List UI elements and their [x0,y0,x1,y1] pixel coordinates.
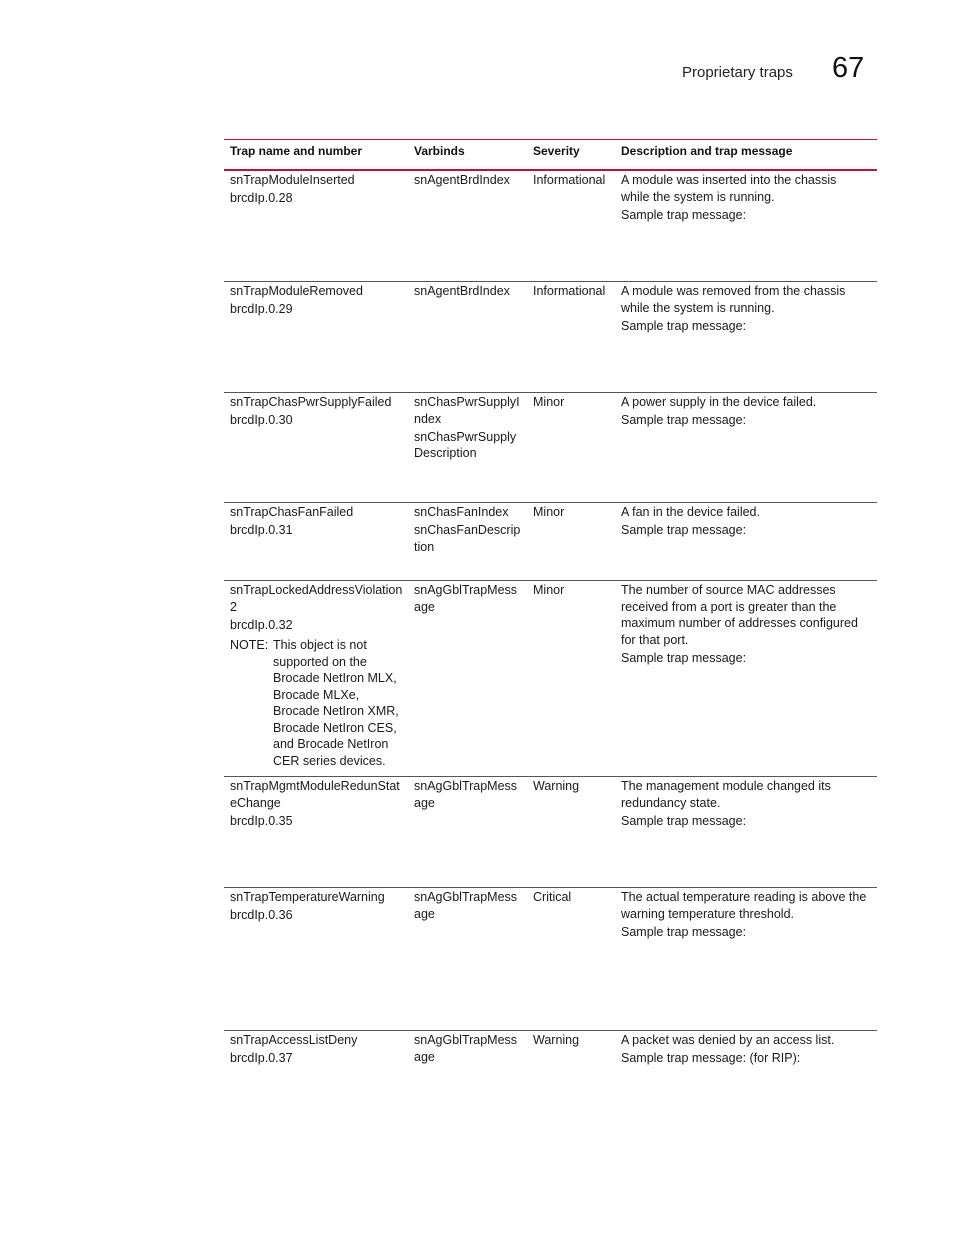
description-line: maximum number of addresses configured [621,616,858,630]
description-line: A power supply in the device failed. [621,395,817,409]
column-header-description: Description and trap message [621,144,793,158]
trap-number: brcdIp.0.32 [230,617,293,632]
description-line: A fan in the device failed. [621,505,760,519]
table-row [224,888,877,1031]
trap-name: 2 [230,599,237,614]
trap-name-cell [230,582,410,769]
column-header-severity: Severity [533,144,580,158]
severity-cell: Informational [533,173,606,187]
varbind: snAgentBrdIndex [414,284,510,298]
varbinds-cell [414,504,526,555]
trap-name-cell [230,1032,410,1067]
trap-name: snTrapLockedAddressViolation [230,583,403,597]
column-header-varbinds: Varbinds [414,144,465,158]
note-block [230,637,410,769]
table-row [224,1031,877,1091]
sample-trap-label: Sample trap message: [621,318,747,333]
note-line: Brocade MLXe, [273,687,360,702]
varbind: snChasFanDescrip [414,523,521,537]
description-line: warning temperature threshold. [621,906,795,921]
table-row [224,581,877,777]
varbind: snAgGblTrapMess [414,779,518,793]
sample-trap-label: Sample trap message: (for RIP): [621,1051,801,1065]
description-cell [621,1032,875,1067]
sample-trap-label: Sample trap message: [621,413,747,427]
varbind: snChasPwrSupply [414,429,517,444]
description-line: A module was inserted into the chassis [621,173,837,187]
varbind: snAgentBrdIndex [414,173,510,187]
trap-number: brcdIp.0.36 [230,908,293,922]
note-text [273,637,410,769]
varbinds-cell [414,172,526,189]
trap-name-cell [230,504,410,539]
varbinds-cell [414,394,526,462]
varbind: Description [414,446,477,460]
varbind: snAgGblTrapMess [414,890,518,904]
trap-number: brcdIp.0.31 [230,523,293,537]
sample-trap-label: Sample trap message: [621,207,747,222]
sample-trap-label: Sample trap message: [621,650,747,665]
running-header-title: Proprietary traps [682,64,793,81]
varbind: age [414,599,435,614]
trap-number: brcdIp.0.29 [230,302,293,316]
description-cell [621,394,875,429]
trap-name: eChange [230,795,281,810]
varbinds-cell [414,889,526,922]
table-row [224,282,877,393]
note-line: This object is not [273,638,367,652]
note-line: Brocade NetIron XMR, [273,704,399,718]
description-cell [621,778,875,829]
trap-name: snTrapChasFanFailed [230,505,354,519]
note-line: supported on the [273,654,367,669]
trap-name: snTrapTemperatureWarning [230,890,385,904]
description-line: while the system is running. [621,189,775,204]
description-cell [621,172,875,223]
chapter-number: 67 [832,52,865,84]
varbind: snChasPwrSupplyI [414,395,520,409]
varbind: age [414,906,435,921]
trap-name-cell [230,283,410,318]
sample-trap-label: Sample trap message: [621,924,747,939]
varbind: tion [414,539,435,554]
column-header-trap-name: Trap name and number [230,144,363,158]
description-cell [621,504,875,539]
trap-name-cell [230,172,410,207]
trap-number: brcdIp.0.35 [230,813,293,828]
note-label: NOTE: [230,638,269,652]
table-row [224,393,877,503]
trap-number: brcdIp.0.37 [230,1051,293,1065]
description-line: The number of source MAC addresses [621,583,836,597]
trap-number: brcdIp.0.30 [230,413,293,427]
description-line: received from a port is greater than the [621,599,837,614]
varbinds-cell [414,1032,526,1065]
description-line: while the system is running. [621,300,775,315]
varbind: snAgGblTrapMess [414,1033,518,1047]
severity-cell: Informational [533,284,606,298]
severity-cell: Minor [533,505,565,519]
description-cell [621,889,875,940]
traps-table [224,139,877,1091]
description-line: for that port. [621,632,689,647]
description-line: A packet was denied by an access list. [621,1033,835,1047]
severity-cell: Critical [533,890,572,904]
varbind: snAgGblTrapMess [414,583,518,597]
sample-trap-label: Sample trap message: [621,523,747,537]
varbind: ndex [414,411,442,426]
trap-name-cell [230,778,410,829]
note-line: Brocade NetIron CES, [273,720,397,735]
trap-name: snTrapAccessListDeny [230,1033,358,1047]
trap-name: snTrapModuleRemoved [230,284,363,298]
note-line: Brocade NetIron MLX, [273,671,397,685]
trap-name-cell [230,394,410,429]
varbinds-cell [414,778,526,811]
table-row [224,503,877,581]
varbind: age [414,795,435,810]
description-cell [621,582,875,666]
varbind: snChasFanIndex [414,505,509,519]
varbinds-cell [414,582,526,615]
description-line: The management module changed its [621,779,831,793]
severity-cell: Minor [533,395,565,409]
trap-number: brcdIp.0.28 [230,191,293,205]
description-cell [621,283,875,334]
description-line: The actual temperature reading is above the [621,890,867,904]
note-line: CER series devices. [273,753,386,768]
varbinds-cell [414,283,526,300]
trap-name: snTrapModuleInserted [230,173,355,187]
trap-name-cell [230,889,410,924]
description-line: A module was removed from the chassis [621,284,846,298]
trap-name: snTrapChasPwrSupplyFailed [230,395,392,409]
table-header [224,139,877,171]
severity-cell: Warning [533,779,580,793]
severity-cell: Warning [533,1033,580,1047]
varbind: age [414,1049,435,1064]
description-line: redundancy state. [621,795,721,810]
table-row [224,777,877,888]
trap-name: snTrapMgmtModuleRedunStat [230,779,400,793]
table-row [224,171,877,282]
sample-trap-label: Sample trap message: [621,813,747,828]
severity-cell: Minor [533,583,565,597]
note-line: and Brocade NetIron [273,737,389,751]
